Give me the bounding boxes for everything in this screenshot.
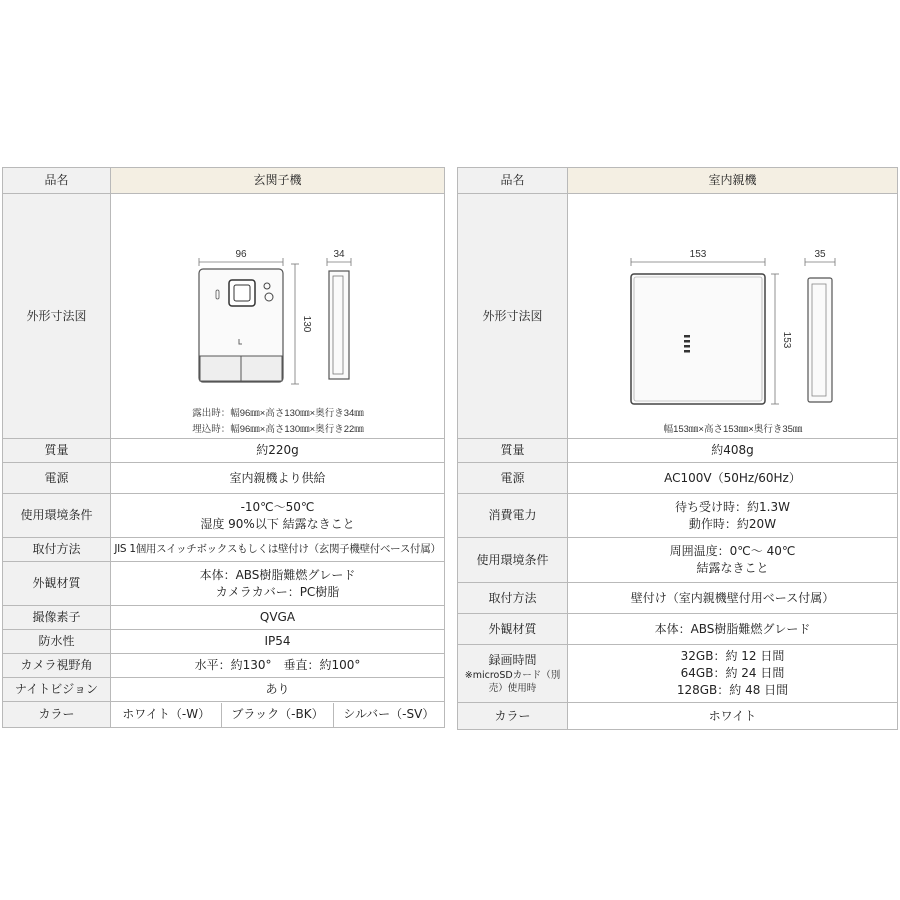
diagram-caption: 幅153㎜×高さ153㎜×奥行き35㎜: [663, 424, 803, 435]
color-options: [111, 702, 445, 728]
image-sensor-label: 撮像素子: [3, 606, 111, 630]
depth-dimension: 34: [333, 249, 345, 260]
indoor-unit-dimension-drawing: [568, 194, 898, 438]
mounting-value: 壁付け（室内親機壁付用ベース付属）: [568, 583, 898, 614]
environment-value: -10℃〜50℃ 湿度 90%以下 結露なきこと: [111, 494, 445, 538]
image-sensor-value: QVGA: [111, 606, 445, 630]
weight-value: 約220g: [111, 439, 445, 463]
product-name-value: 室内親機: [568, 168, 898, 194]
color-label: カラー: [3, 702, 111, 728]
color-white: ホワイト（-W）: [122, 707, 211, 721]
weight-label: 質量: [3, 439, 111, 463]
weight-value: 約408g: [568, 439, 898, 463]
color-black: ブラック（-BK）: [221, 703, 332, 727]
night-vision-value: あり: [111, 678, 445, 702]
material-value: 本体：ABS樹脂難燃グレード: [568, 614, 898, 645]
recording-time-label: 録画時間 ※microSDカード（別売）使用時: [458, 645, 568, 703]
height-dimension: 130: [301, 315, 312, 333]
product-name-label: 品名: [3, 168, 111, 194]
view-angle-label: カメラ視野角: [3, 654, 111, 678]
mounting-value: JIS 1個用スイッチボックスもしくは壁付け（玄関子機壁付ベース付属）: [111, 538, 445, 562]
color-silver: シルバー（-SV）: [333, 703, 444, 727]
material-label: 外観材質: [458, 614, 568, 645]
dimension-drawing-cell: [111, 194, 445, 439]
mounting-label: 取付方法: [458, 583, 568, 614]
environment-label: 使用環境条件: [3, 494, 111, 538]
depth-dimension: 35: [814, 249, 826, 260]
waterproof-label: 防水性: [3, 630, 111, 654]
product-name-label: 品名: [458, 168, 568, 194]
product-name-value: 玄関子機: [111, 168, 445, 194]
outdoor-unit-spec-table: [2, 167, 445, 728]
material-label: 外観材質: [3, 562, 111, 606]
diagram-caption-1: 露出時：幅96㎜×高さ130㎜×奥行き34㎜: [192, 408, 364, 419]
power-consumption-value: 待ち受け時：約1.3W 動作時：約20W: [568, 494, 898, 538]
dimension-drawing-label: 外形寸法図: [3, 194, 111, 439]
view-angle-value: 水平：約130° 垂直：約100°: [111, 654, 445, 678]
dimension-drawing-cell: [568, 194, 898, 439]
color-value: ホワイト: [568, 703, 898, 730]
indoor-unit-front-outline: [631, 274, 765, 404]
weight-label: 質量: [458, 439, 568, 463]
height-dimension: 153: [781, 331, 792, 349]
dimension-drawing-label: 外形寸法図: [458, 194, 568, 439]
width-dimension: 96: [235, 249, 247, 260]
indoor-unit-side-outline: [808, 278, 832, 402]
night-vision-label: ナイトビジョン: [3, 678, 111, 702]
outdoor-unit-side-outline: [329, 271, 349, 379]
power-consumption-label: 消費電力: [458, 494, 568, 538]
power-label: 電源: [3, 463, 111, 494]
outdoor-unit-dimension-drawing: [111, 194, 445, 438]
power-label: 電源: [458, 463, 568, 494]
power-value: 室内親機より供給: [111, 463, 445, 494]
environment-label: 使用環境条件: [458, 538, 568, 583]
call-button-right: [241, 356, 282, 381]
indoor-unit-spec-table: [457, 167, 898, 730]
recording-time-value: 32GB：約 12 日間 64GB：約 24 日間 128GB：約 48 日間: [568, 645, 898, 703]
microsd-note: ※microSDカード（別売）使用時: [464, 670, 561, 694]
width-dimension: 153: [689, 249, 707, 260]
color-label: カラー: [458, 703, 568, 730]
waterproof-value: IP54: [111, 630, 445, 654]
material-value: 本体：ABS樹脂難燃グレード カメラカバー：PC樹脂: [111, 562, 445, 606]
diagram-caption-2: 埋込時：幅96㎜×高さ130㎜×奥行き22㎜: [192, 424, 364, 435]
mounting-label: 取付方法: [3, 538, 111, 562]
environment-value: 周囲温度：0℃〜 40℃ 結露なきこと: [568, 538, 898, 583]
power-value: AC100V（50Hz/60Hz）: [568, 463, 898, 494]
call-button-left: [200, 356, 241, 381]
